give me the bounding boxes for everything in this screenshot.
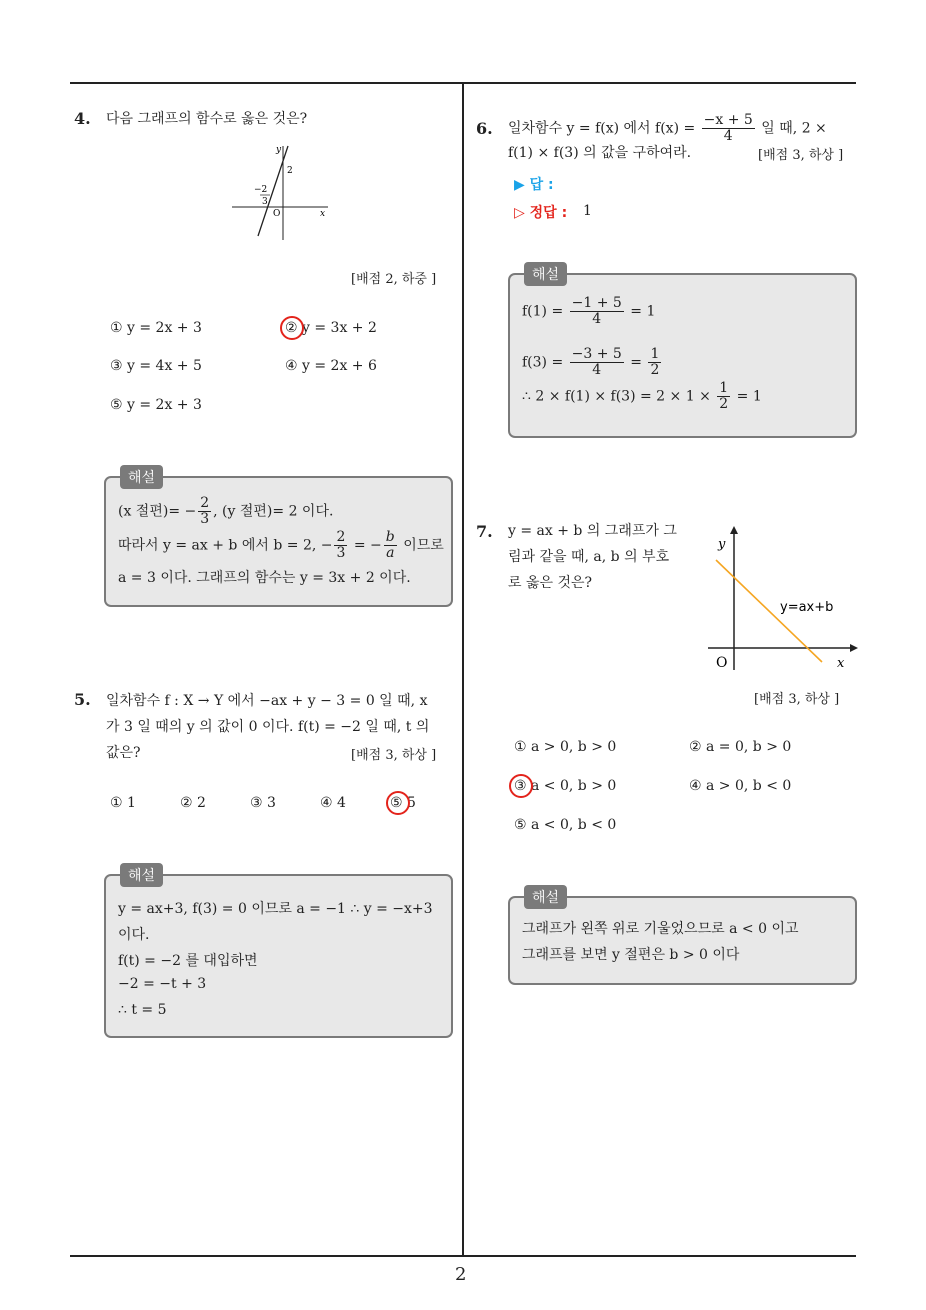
q5-option-2[interactable]: ② 2 <box>180 795 206 811</box>
q5-line3: 값은? <box>106 745 141 761</box>
q7-explain-2: 그래프를 보면 y 절편은 b > 0 이다 <box>522 947 740 963</box>
q7-option-5[interactable]: ⑤ a < 0, b < 0 <box>514 817 617 833</box>
q6-number: 6. <box>476 119 493 138</box>
q7-points: [배점 3, 하상 ] <box>754 692 840 707</box>
q7-line1: y = ax + b 의 그래프가 그 <box>508 523 677 539</box>
q7-answer-circle <box>509 774 533 798</box>
q4-explain-line1 <box>118 496 333 527</box>
q4-explanation-tag: 해설 <box>120 465 163 489</box>
q7-line3: 로 옳은 것은? <box>508 575 593 591</box>
q6-points: [배점 3, 하상 ] <box>758 148 844 163</box>
q5-option-4[interactable]: ④ 4 <box>320 795 346 811</box>
q7-explain-1: 그래프가 왼쪽 위로 기울었으므로 a < 0 이고 <box>522 921 799 937</box>
q4-answer-circle <box>280 316 304 340</box>
q6-line2: f(1) × f(3) 의 값을 구하여라. <box>508 145 692 161</box>
q4-option-2[interactable]: ② y = 3x + 2 <box>285 320 377 336</box>
q7-explanation-tag: 해설 <box>524 885 567 909</box>
page-number: 2 <box>455 1264 467 1285</box>
q5-explain-4: −2 = −t + 3 <box>118 976 207 992</box>
q5-explain-2: 이다. <box>118 927 150 943</box>
q6-explain-line3: ∴ 2 × f(1) × f(3) = 2 × 1 × $\frac{1}{2}$ = 1 <box>522 380 762 412</box>
q5-points: [배점 3, 하상 ] <box>351 748 437 763</box>
q4-l1b: , (y 절편)= 2 이다. <box>213 503 334 520</box>
q4-graph-origin: O <box>273 209 281 219</box>
q5-number: 5. <box>74 690 91 709</box>
q6-explanation-tag: 해설 <box>524 262 567 286</box>
q4-option-5[interactable]: ⑤ y = 2x + 3 <box>110 397 202 413</box>
q4-frac1: $\frac{2}{3}$ <box>200 495 210 527</box>
q7-graph-x: x <box>837 656 845 671</box>
q4-explain-line3: a = 3 이다. 그래프의 함수는 y = 3x + 2 이다. <box>118 570 411 586</box>
q5-explain-3: f(t) = −2 를 대입하면 <box>118 953 258 969</box>
q4-graph <box>228 140 333 245</box>
q5-line2: 가 3 일 때의 y 의 값이 0 이다. f(t) = −2 일 때, t 의 <box>106 719 430 735</box>
q7-option-1[interactable]: ① a > 0, b > 0 <box>514 739 617 755</box>
q4-explain-line2: 따라서 y = ax + b 에서 b = 2, − $\frac{2}{3}$ = − $\frac{b}{a}$ 이므로 <box>118 529 444 561</box>
q6-correct-label: ▷ 정답 : <box>514 205 568 221</box>
column-divider <box>462 82 464 1256</box>
q4-option-3[interactable]: ③ y = 4x + 5 <box>110 358 202 374</box>
q5-option-5[interactable]: ⑤ 5 <box>390 795 416 811</box>
q5-explain-5: ∴ t = 5 <box>118 1002 167 1018</box>
q4-frac2: $\frac{2}{3}$ <box>336 529 346 561</box>
q4-points: [배점 2, 하중 ] <box>351 272 437 287</box>
q7-number: 7. <box>476 522 493 541</box>
q7-option-3[interactable]: ③ a < 0, b > 0 <box>514 778 617 794</box>
q6-frac: $\frac{-x + 5}{4}$ <box>703 112 753 144</box>
q7-graph-y: y <box>718 537 726 552</box>
q6-explain-line1: f(1) = $\frac{-1 + 5}{4}$ = 1 <box>522 295 656 327</box>
q5-option-3[interactable]: ③ 3 <box>250 795 276 811</box>
q7-graph-origin: O <box>716 655 728 671</box>
q6-correct-value: 1 <box>583 203 592 219</box>
q4-graph-y: y <box>276 145 282 155</box>
q7-graph <box>700 520 865 675</box>
q6-line1: 일차함수 y = f(x) 에서 f(x) = $\frac{-x + 5}{4}$ 일 때, 2 × <box>508 112 827 144</box>
q5-explanation-tag: 해설 <box>120 863 163 887</box>
q4-text: 다음 그래프의 함수로 옳은 것은? <box>106 111 308 127</box>
q6-answer-label: ▶ 답 : <box>514 177 554 193</box>
q4-graph-frac-num: −2 <box>254 185 268 195</box>
q7-explanation-box <box>508 896 857 985</box>
q6-explain-line2: f(3) = $\frac{-3 + 5}{4}$ = $\frac{1}{2}$ <box>522 346 660 378</box>
q7-option-2[interactable]: ② a = 0, b > 0 <box>689 739 792 755</box>
q7-option-4[interactable]: ④ a > 0, b < 0 <box>689 778 792 794</box>
q5-answer-circle <box>386 791 410 815</box>
q4-option-4[interactable]: ④ y = 2x + 6 <box>285 358 377 374</box>
q5-explain-1: y = ax+3, f(3) = 0 이므로 a = −1 ∴ y = −x+3 <box>118 901 433 917</box>
bottom-rule <box>70 1255 856 1257</box>
q4-l1a: (x 절편)= − <box>118 503 197 520</box>
q4-frac3: $\frac{b}{a}$ <box>385 529 395 561</box>
q4-number: 4. <box>74 109 91 128</box>
q4-graph-x: x <box>320 209 326 219</box>
q7-graph-line-label: y=ax+b <box>780 600 834 615</box>
q5-line1: 일차함수 f : X → Y 에서 −ax + y − 3 = 0 일 때, x <box>106 693 428 709</box>
q4-option-1[interactable]: ① y = 2x + 3 <box>110 320 202 336</box>
q4-graph-2: 2 <box>287 166 293 176</box>
q4-graph-frac-den: 3 <box>262 197 268 207</box>
q7-line2: 림과 같을 때, a, b 의 부호 <box>508 549 670 565</box>
q5-option-1[interactable]: ① 1 <box>110 795 136 811</box>
